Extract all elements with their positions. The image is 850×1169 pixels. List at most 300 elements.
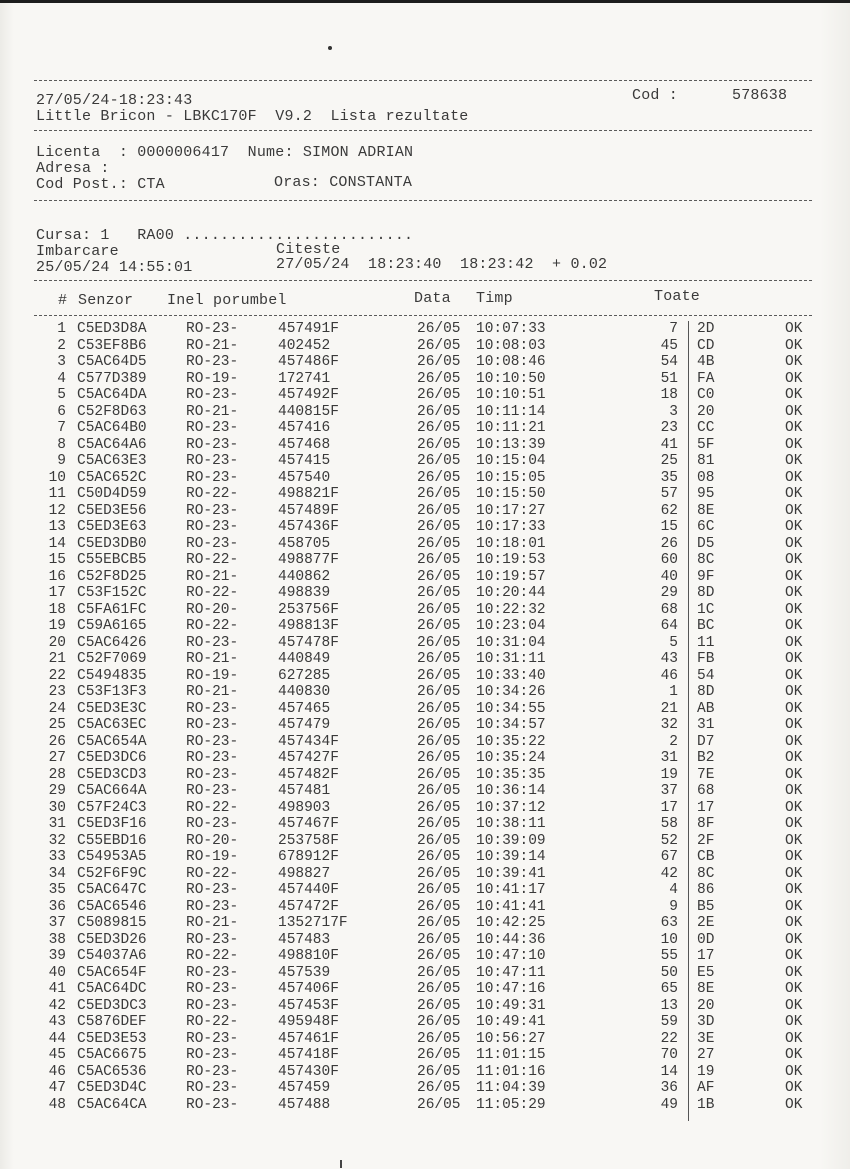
row-date: 26/05 (417, 321, 461, 337)
citeste-value: 27/05/24 18:23:40 18:23:42 + 0.02 (276, 256, 608, 273)
row-status: OK (785, 849, 803, 865)
row-status: OK (785, 420, 803, 436)
row-toate: 32 (660, 717, 678, 733)
table-row (0, 1014, 850, 1030)
row-number: 14 (48, 535, 66, 552)
row-senzor: C5AC64DA (77, 387, 147, 403)
row-toate: 10 (660, 931, 678, 948)
row-toate: 7 (669, 321, 678, 337)
row-code: 86 (697, 882, 715, 898)
row-status: OK (785, 667, 803, 684)
row-senzor: C53F152C (77, 585, 147, 601)
row-inel-prefix: RO-23- (186, 997, 239, 1014)
row-number: 2 (57, 337, 66, 354)
separator-line (34, 280, 812, 281)
row-time: 10:38:11 (476, 816, 546, 832)
row-status: OK (785, 403, 803, 420)
row-inel-number: 498877F (278, 552, 339, 568)
row-date: 26/05 (417, 601, 461, 618)
row-inel-prefix: RO-21- (186, 684, 239, 700)
row-number: 21 (48, 651, 66, 667)
row-time: 10:08:46 (476, 354, 546, 370)
row-status: OK (785, 1080, 803, 1096)
row-senzor: C5ED3E56 (77, 502, 147, 519)
row-inel-prefix: RO-23- (186, 519, 239, 535)
row-inel-prefix: RO-19- (186, 667, 239, 684)
row-status: OK (785, 750, 803, 766)
row-number: 15 (48, 552, 66, 568)
row-code: E5 (697, 964, 715, 981)
row-toate: 65 (660, 981, 678, 997)
row-number: 16 (48, 568, 66, 585)
row-code: 2F (697, 832, 715, 849)
row-toate: 13 (660, 997, 678, 1014)
row-inel-prefix: RO-23- (186, 535, 239, 552)
row-status: OK (785, 502, 803, 519)
row-number: 40 (48, 964, 66, 981)
row-inel-prefix: RO-23- (186, 469, 239, 486)
table-row (0, 651, 850, 667)
row-time: 10:23:04 (476, 618, 546, 634)
row-time: 10:56:27 (476, 1030, 546, 1047)
row-date: 26/05 (417, 882, 461, 898)
row-senzor: C5AC664A (77, 783, 147, 799)
table-row (0, 1064, 850, 1080)
row-inel-prefix: RO-23- (186, 1096, 239, 1113)
row-time: 10:19:57 (476, 568, 546, 585)
row-time: 11:01:16 (476, 1063, 546, 1080)
row-code: BC (697, 618, 715, 634)
row-number: 31 (48, 816, 66, 832)
row-date: 26/05 (417, 354, 461, 370)
row-status: OK (785, 552, 803, 568)
row-code: 17 (697, 948, 715, 964)
row-senzor: C5ED3DB0 (77, 535, 147, 552)
row-toate: 1 (669, 684, 678, 700)
table-row (0, 948, 850, 964)
row-status: OK (785, 535, 803, 552)
row-inel-prefix: RO-22- (186, 585, 239, 601)
table-row (0, 338, 850, 354)
row-date: 26/05 (417, 519, 461, 535)
row-inel-number: 457479 (278, 717, 331, 733)
row-inel-prefix: RO-23- (186, 750, 239, 766)
table-row (0, 552, 850, 568)
row-time: 10:31:04 (476, 634, 546, 651)
row-inel-prefix: RO-19- (186, 849, 239, 865)
row-number: 29 (48, 783, 66, 799)
row-status: OK (785, 882, 803, 898)
row-inel-prefix: RO-23- (186, 783, 239, 799)
row-status: OK (785, 997, 803, 1014)
row-inel-prefix: RO-22- (186, 552, 239, 568)
row-senzor: C5494835 (77, 667, 147, 684)
row-toate: 14 (660, 1063, 678, 1080)
row-status: OK (785, 1063, 803, 1080)
row-status: OK (785, 915, 803, 931)
row-number: 42 (48, 997, 66, 1014)
row-inel-number: 457482F (278, 766, 339, 783)
separator-line (34, 80, 812, 81)
row-time: 10:42:25 (476, 915, 546, 931)
row-senzor: C53F13F3 (77, 684, 147, 700)
row-senzor: C52F7069 (77, 651, 147, 667)
row-code: 8C (697, 552, 715, 568)
row-senzor: C5AC64DC (77, 981, 147, 997)
row-code: 8C (697, 865, 715, 882)
row-inel-number: 172741 (278, 370, 331, 387)
row-time: 10:17:27 (476, 502, 546, 519)
row-code: 3E (697, 1030, 715, 1047)
row-toate: 37 (660, 783, 678, 799)
row-status: OK (785, 799, 803, 816)
row-time: 10:11:14 (476, 403, 546, 420)
row-code: CB (697, 849, 715, 865)
row-inel-number: 253756F (278, 601, 339, 618)
separator-line (34, 315, 812, 316)
row-time: 10:15:04 (476, 453, 546, 469)
row-toate: 25 (660, 453, 678, 469)
row-senzor: C5AC63E3 (77, 453, 147, 469)
row-senzor: C5ED3F16 (77, 816, 147, 832)
row-date: 26/05 (417, 667, 461, 684)
row-date: 26/05 (417, 849, 461, 865)
row-inel-prefix: RO-23- (186, 733, 239, 750)
row-code: 3D (697, 1014, 715, 1030)
row-senzor: C5ED3E53 (77, 1030, 147, 1047)
row-status: OK (785, 964, 803, 981)
row-toate: 54 (660, 354, 678, 370)
row-number: 37 (48, 915, 66, 931)
table-row (0, 717, 850, 733)
row-date: 26/05 (417, 387, 461, 403)
row-number: 30 (48, 799, 66, 816)
row-senzor: C5ED3D4C (77, 1080, 147, 1096)
row-time: 11:01:15 (476, 1047, 546, 1063)
row-number: 46 (48, 1063, 66, 1080)
separator-line (34, 200, 812, 201)
row-code: 8D (697, 684, 715, 700)
row-code: 31 (697, 717, 715, 733)
row-date: 26/05 (417, 568, 461, 585)
row-toate: 50 (660, 964, 678, 981)
table-row (0, 453, 850, 469)
row-senzor: C52F8D63 (77, 403, 147, 420)
table-row (0, 1047, 850, 1063)
row-inel-prefix: RO-20- (186, 601, 239, 618)
row-status: OK (785, 601, 803, 618)
paper-mark (328, 46, 332, 50)
row-number: 20 (48, 634, 66, 651)
row-senzor: C5AC6536 (77, 1063, 147, 1080)
row-time: 10:35:24 (476, 750, 546, 766)
row-time: 10:13:39 (476, 436, 546, 453)
adresa-line: Adresa : (36, 160, 110, 177)
row-inel-number: 457483 (278, 931, 331, 948)
row-status: OK (785, 568, 803, 585)
row-code: C0 (697, 387, 715, 403)
row-status: OK (785, 898, 803, 915)
row-date: 26/05 (417, 469, 461, 486)
row-time: 10:49:31 (476, 997, 546, 1014)
row-inel-prefix: RO-21- (186, 337, 239, 354)
row-inel-number: 457468 (278, 436, 331, 453)
row-time: 10:47:10 (476, 948, 546, 964)
row-time: 10:15:50 (476, 486, 546, 502)
table-row (0, 981, 850, 997)
row-time: 10:34:26 (476, 684, 546, 700)
table-row (0, 1097, 850, 1113)
row-number: 23 (48, 684, 66, 700)
row-code: 27 (697, 1047, 715, 1063)
table-row (0, 833, 850, 849)
row-number: 7 (57, 420, 66, 436)
row-status: OK (785, 585, 803, 601)
row-senzor: C5876DEF (77, 1014, 147, 1030)
row-code: 8D (697, 585, 715, 601)
row-date: 26/05 (417, 1030, 461, 1047)
row-inel-number: 495948F (278, 1014, 339, 1030)
table-row (0, 816, 850, 832)
row-inel-number: 457465 (278, 700, 331, 717)
row-inel-number: 498827 (278, 865, 331, 882)
row-toate: 67 (660, 849, 678, 865)
row-inel-number: 457459 (278, 1080, 331, 1096)
row-inel-prefix: RO-23- (186, 816, 239, 832)
row-toate: 70 (660, 1047, 678, 1063)
row-inel-prefix: RO-20- (186, 832, 239, 849)
row-code: 11 (697, 634, 715, 651)
row-number: 1 (57, 321, 66, 337)
row-date: 26/05 (417, 634, 461, 651)
row-number: 27 (48, 750, 66, 766)
table-row (0, 387, 850, 403)
row-senzor: C5ED3E63 (77, 519, 147, 535)
row-inel-number: 498839 (278, 585, 331, 601)
row-date: 26/05 (417, 799, 461, 816)
separator-line (34, 130, 812, 131)
row-senzor: C5AC6426 (77, 634, 147, 651)
row-senzor: C577D389 (77, 370, 147, 387)
row-inel-number: 457489F (278, 502, 339, 519)
col-header-inel: Inel porumbel (167, 292, 287, 309)
row-inel-number: 498813F (278, 618, 339, 634)
table-row (0, 1080, 850, 1096)
row-code: 81 (697, 453, 715, 469)
row-toate: 55 (660, 948, 678, 964)
row-toate: 59 (660, 1014, 678, 1030)
row-toate: 9 (669, 898, 678, 915)
row-toate: 41 (660, 436, 678, 453)
row-time: 10:44:36 (476, 931, 546, 948)
row-toate: 64 (660, 618, 678, 634)
row-date: 26/05 (417, 766, 461, 783)
row-inel-prefix: RO-22- (186, 865, 239, 882)
row-senzor: C55EBCB5 (77, 552, 147, 568)
table-row (0, 932, 850, 948)
licenta-line: Licenta : 0000006417 Nume: SIMON ADRIAN (36, 144, 414, 161)
row-time: 10:20:44 (476, 585, 546, 601)
row-number: 33 (48, 849, 66, 865)
row-toate: 51 (660, 370, 678, 387)
row-code: B5 (697, 898, 715, 915)
row-inel-number: 457461F (278, 1030, 339, 1047)
cod-label: Cod : (632, 87, 679, 104)
row-date: 26/05 (417, 750, 461, 766)
row-status: OK (785, 783, 803, 799)
row-inel-number: 457491F (278, 321, 339, 337)
table-row (0, 371, 850, 387)
row-toate: 22 (660, 1030, 678, 1047)
row-inel-number: 457486F (278, 354, 339, 370)
row-toate: 36 (660, 1080, 678, 1096)
col-header-timp: Timp (476, 290, 513, 307)
row-number: 25 (48, 717, 66, 733)
row-number: 47 (48, 1080, 66, 1096)
row-number: 48 (48, 1096, 66, 1113)
row-inel-prefix: RO-23- (186, 453, 239, 469)
row-toate: 15 (660, 519, 678, 535)
table-row (0, 800, 850, 816)
codpost-line: Cod Post.: CTA (36, 176, 165, 193)
table-row (0, 321, 850, 337)
row-date: 26/05 (417, 552, 461, 568)
row-toate: 4 (669, 882, 678, 898)
row-number: 39 (48, 948, 66, 964)
row-inel-number: 457430F (278, 1063, 339, 1080)
table-row (0, 420, 850, 436)
row-code: FB (697, 651, 715, 667)
row-code: 95 (697, 486, 715, 502)
row-date: 26/05 (417, 337, 461, 354)
row-number: 24 (48, 700, 66, 717)
row-time: 10:39:09 (476, 832, 546, 849)
row-date: 26/05 (417, 535, 461, 552)
row-inel-prefix: RO-21- (186, 651, 239, 667)
row-number: 41 (48, 981, 66, 997)
row-inel-prefix: RO-23- (186, 634, 239, 651)
row-inel-number: 457418F (278, 1047, 339, 1063)
row-code: FA (697, 370, 715, 387)
row-senzor: C52F8D25 (77, 568, 147, 585)
row-time: 10:34:55 (476, 700, 546, 717)
row-inel-number: 457436F (278, 519, 339, 535)
row-time: 10:15:05 (476, 469, 546, 486)
row-inel-prefix: RO-23- (186, 1047, 239, 1063)
row-number: 6 (57, 403, 66, 420)
row-time: 10:11:21 (476, 420, 546, 436)
row-code: 1C (697, 601, 715, 618)
row-senzor: C5ED3DC3 (77, 997, 147, 1014)
table-row (0, 635, 850, 651)
row-senzor: C5ED3CD3 (77, 766, 147, 783)
row-inel-number: 457478F (278, 634, 339, 651)
col-header-data: Data (414, 290, 451, 307)
row-code: 54 (697, 667, 715, 684)
row-number: 5 (57, 387, 66, 403)
row-inel-number: 457481 (278, 783, 331, 799)
row-time: 10:07:33 (476, 321, 546, 337)
row-inel-prefix: RO-23- (186, 1080, 239, 1096)
row-time: 10:31:11 (476, 651, 546, 667)
row-date: 26/05 (417, 981, 461, 997)
row-inel-prefix: RO-22- (186, 948, 239, 964)
row-number: 28 (48, 766, 66, 783)
col-header-senzor: Senzor (78, 292, 134, 309)
row-inel-prefix: RO-23- (186, 717, 239, 733)
row-inel-number: 457488 (278, 1096, 331, 1113)
row-inel-prefix: RO-21- (186, 568, 239, 585)
row-code: 19 (697, 1063, 715, 1080)
row-senzor: C50D4D59 (77, 486, 147, 502)
table-row (0, 750, 850, 766)
citeste-label: Citeste (276, 241, 341, 258)
row-date: 26/05 (417, 865, 461, 882)
row-code: B2 (697, 750, 715, 766)
row-status: OK (785, 469, 803, 486)
row-number: 34 (48, 865, 66, 882)
row-status: OK (785, 1096, 803, 1113)
row-toate: 19 (660, 766, 678, 783)
row-number: 12 (48, 502, 66, 519)
row-toate: 35 (660, 469, 678, 486)
row-code: 08 (697, 469, 715, 486)
row-inel-prefix: RO-23- (186, 981, 239, 997)
row-number: 35 (48, 882, 66, 898)
row-toate: 40 (660, 568, 678, 585)
row-toate: 43 (660, 651, 678, 667)
row-inel-number: 457539 (278, 964, 331, 981)
row-senzor: C5AC64A6 (77, 436, 147, 453)
table-row (0, 767, 850, 783)
row-time: 10:19:53 (476, 552, 546, 568)
row-inel-prefix: RO-23- (186, 321, 239, 337)
row-status: OK (785, 453, 803, 469)
row-status: OK (785, 1030, 803, 1047)
row-time: 10:33:40 (476, 667, 546, 684)
table-row (0, 354, 850, 370)
row-date: 26/05 (417, 717, 461, 733)
row-senzor: C57F24C3 (77, 799, 147, 816)
row-time: 10:10:50 (476, 370, 546, 387)
row-number: 18 (48, 601, 66, 618)
row-date: 26/05 (417, 733, 461, 750)
row-status: OK (785, 486, 803, 502)
row-date: 26/05 (417, 997, 461, 1014)
row-date: 26/05 (417, 370, 461, 387)
row-toate: 31 (660, 750, 678, 766)
row-number: 43 (48, 1014, 66, 1030)
row-date: 26/05 (417, 898, 461, 915)
table-row (0, 503, 850, 519)
row-status: OK (785, 354, 803, 370)
row-status: OK (785, 436, 803, 453)
row-senzor: C54953A5 (77, 849, 147, 865)
row-inel-number: 457415 (278, 453, 331, 469)
row-toate: 2 (669, 733, 678, 750)
table-row (0, 734, 850, 750)
table-row (0, 470, 850, 486)
row-senzor: C5ED3DC6 (77, 750, 147, 766)
row-status: OK (785, 387, 803, 403)
row-inel-prefix: RO-22- (186, 618, 239, 634)
row-status: OK (785, 717, 803, 733)
row-inel-number: 457472F (278, 898, 339, 915)
row-inel-number: 457434F (278, 733, 339, 750)
row-code: 2D (697, 321, 715, 337)
row-senzor: C54037A6 (77, 948, 147, 964)
table-row (0, 998, 850, 1014)
